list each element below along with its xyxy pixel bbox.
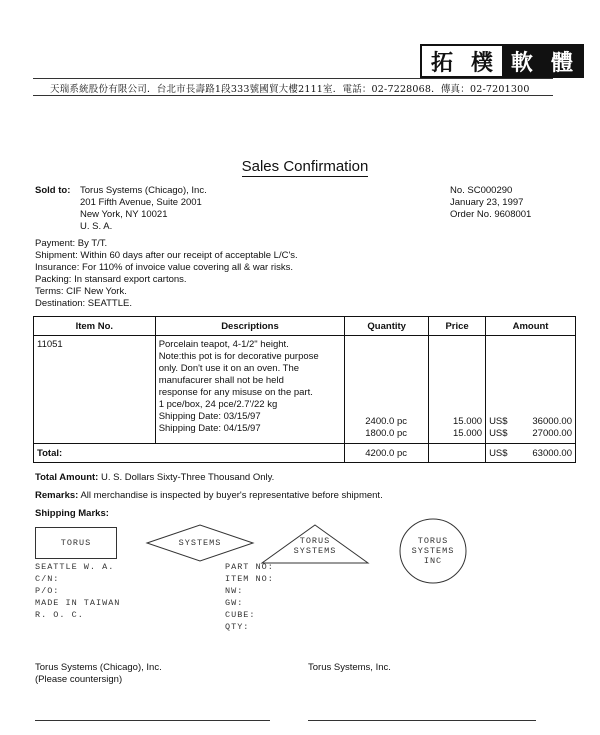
circle-mark-text	[398, 536, 468, 566]
circle-mark-line: INC	[423, 556, 443, 566]
header-quantity: Quantity	[345, 317, 429, 336]
term-destination: Destination: SEATTLE.	[35, 298, 132, 309]
quantity-value: 2400.0 pc	[365, 416, 407, 427]
address-line: Torus Systems (Chicago), Inc.	[80, 185, 207, 196]
terms-block	[35, 238, 298, 310]
mark-line: C/N:	[35, 574, 60, 584]
total-amount-value: 63000.00	[532, 447, 572, 459]
total-quantity: 4200.0 pc	[345, 444, 429, 463]
total-amount-text: U. S. Dollars Sixty-Three Thousand Only.	[100, 472, 275, 483]
box-mark-text: TORUS	[60, 538, 92, 548]
amount-line	[489, 416, 572, 428]
logo-char: 拓	[430, 49, 453, 76]
item-number: 11051	[34, 336, 156, 444]
seller-signature-block	[308, 662, 391, 674]
item-amounts	[486, 336, 576, 444]
triangle-mark-line: TORUS	[299, 536, 331, 546]
mark-line: P/O:	[35, 586, 60, 596]
mark-line: CUBE:	[225, 610, 256, 620]
description-line: only. Don't use it on an oven. The	[158, 363, 300, 374]
price-value: 15.000	[453, 428, 483, 439]
buyer-name: Torus Systems (Chicago), Inc.	[35, 662, 162, 673]
description-line: Note:this pot is for decorative purpose	[158, 351, 319, 362]
total-label: Total:	[34, 444, 345, 463]
shipping-mark-left-lines	[35, 561, 120, 621]
amount-line	[489, 428, 572, 440]
term-payment: Payment: By T/T.	[35, 238, 108, 249]
table-row	[34, 336, 576, 444]
term-shipment: Shipment: Within 60 days after our receipt of acceptable L/C's.	[35, 250, 298, 261]
item-description	[155, 336, 345, 444]
amount-value: 27000.00	[532, 428, 572, 439]
header-descriptions: Descriptions	[155, 317, 345, 336]
countersign-note: (Please countersign)	[35, 674, 123, 685]
description-line: response for any misuse on the part.	[158, 387, 313, 398]
currency: US$	[489, 428, 508, 439]
currency: US$	[489, 416, 508, 427]
remarks-text: All merchandise is inspected by buyer's representative before shipment.	[80, 490, 383, 501]
reference-block	[450, 185, 531, 221]
description-line: Shipping Date: 03/15/97	[158, 411, 261, 422]
address-line: New York, NY 10021	[80, 209, 168, 220]
item-quantities	[345, 336, 429, 444]
table-header-row	[34, 317, 576, 336]
logo-char: 體	[542, 46, 582, 76]
shipping-mark-box	[35, 527, 117, 559]
shipping-marks-label: Shipping Marks:	[35, 508, 109, 519]
item-prices	[429, 336, 486, 444]
seller-name: Torus Systems, Inc.	[308, 662, 391, 673]
diamond-mark-text: SYSTEMS	[178, 538, 222, 548]
total-amount-cell	[486, 444, 576, 463]
header-price: Price	[429, 317, 486, 336]
total-amount-line	[35, 472, 274, 484]
mark-line: QTY:	[225, 622, 250, 632]
total-amount-label: Total Amount:	[35, 472, 99, 483]
document-title: Sales Confirmation	[241, 158, 369, 175]
letterhead-rule-top	[33, 78, 553, 79]
triangle-mark-text	[260, 536, 370, 556]
total-price-empty	[429, 444, 486, 463]
description-line: Porcelain teapot, 4-1/2" height.	[158, 339, 289, 350]
company-address: 天瑞系統股份有限公司．台北市長壽路1段333號國貿大樓2111室．電話：02-7228068．傳真：02-7201300	[50, 84, 530, 95]
buyer-signature-block	[35, 662, 162, 686]
sc-number: No. SC000290	[450, 185, 513, 196]
price-value: 15.000	[453, 416, 483, 427]
items-table	[33, 316, 576, 463]
mark-line: SEATTLE W. A.	[35, 562, 115, 572]
sold-to-label: Sold to:	[35, 185, 71, 196]
logo-char: 樸	[470, 49, 493, 76]
sold-to-address	[80, 185, 207, 233]
description-line: Shipping Date: 04/15/97	[158, 423, 261, 434]
circle-mark-line: SYSTEMS	[411, 546, 455, 556]
address-line: U. S. A.	[80, 221, 113, 232]
order-number: Order No. 9608001	[450, 209, 532, 220]
remarks-label: Remarks:	[35, 490, 79, 501]
currency: US$	[489, 447, 508, 459]
logo-char: 軟	[502, 46, 542, 76]
header-item-no: Item No.	[34, 317, 156, 336]
document-date: January 23, 1997	[450, 197, 524, 208]
mark-line: R. O. C.	[35, 610, 84, 620]
term-insurance: Insurance: For 110% of invoice value covering all & war risks.	[35, 262, 294, 273]
quantity-value: 1800.0 pc	[365, 428, 407, 439]
total-row	[34, 444, 576, 463]
mark-line: PART NO:	[225, 562, 274, 572]
header-amount: Amount	[486, 317, 576, 336]
address-line: 201 Fifth Avenue, Suite 2001	[80, 197, 202, 208]
amount-value: 36000.00	[532, 416, 572, 427]
shipping-mark-right-lines	[225, 561, 274, 633]
mark-line: ITEM NO:	[225, 574, 274, 584]
seller-signature-line	[308, 720, 536, 721]
mark-line: MADE IN TAIWAN	[35, 598, 121, 608]
remarks-line	[35, 490, 383, 502]
circle-mark-line: TORUS	[417, 536, 449, 546]
buyer-signature-line	[35, 720, 270, 721]
triangle-mark-line: SYSTEMS	[293, 546, 337, 556]
term-terms: Terms: CIF New York.	[35, 286, 127, 297]
mark-line: GW:	[225, 598, 244, 608]
letterhead-rule-bottom	[33, 95, 553, 96]
mark-line: NW:	[225, 586, 244, 596]
company-logo	[420, 44, 584, 78]
description-line: manufacurer shall not be held	[158, 375, 284, 386]
term-packing: Packing: In stansard export cartons.	[35, 274, 187, 285]
description-line: 1 pce/box, 24 pce/2.7'/22 kg	[158, 399, 278, 410]
